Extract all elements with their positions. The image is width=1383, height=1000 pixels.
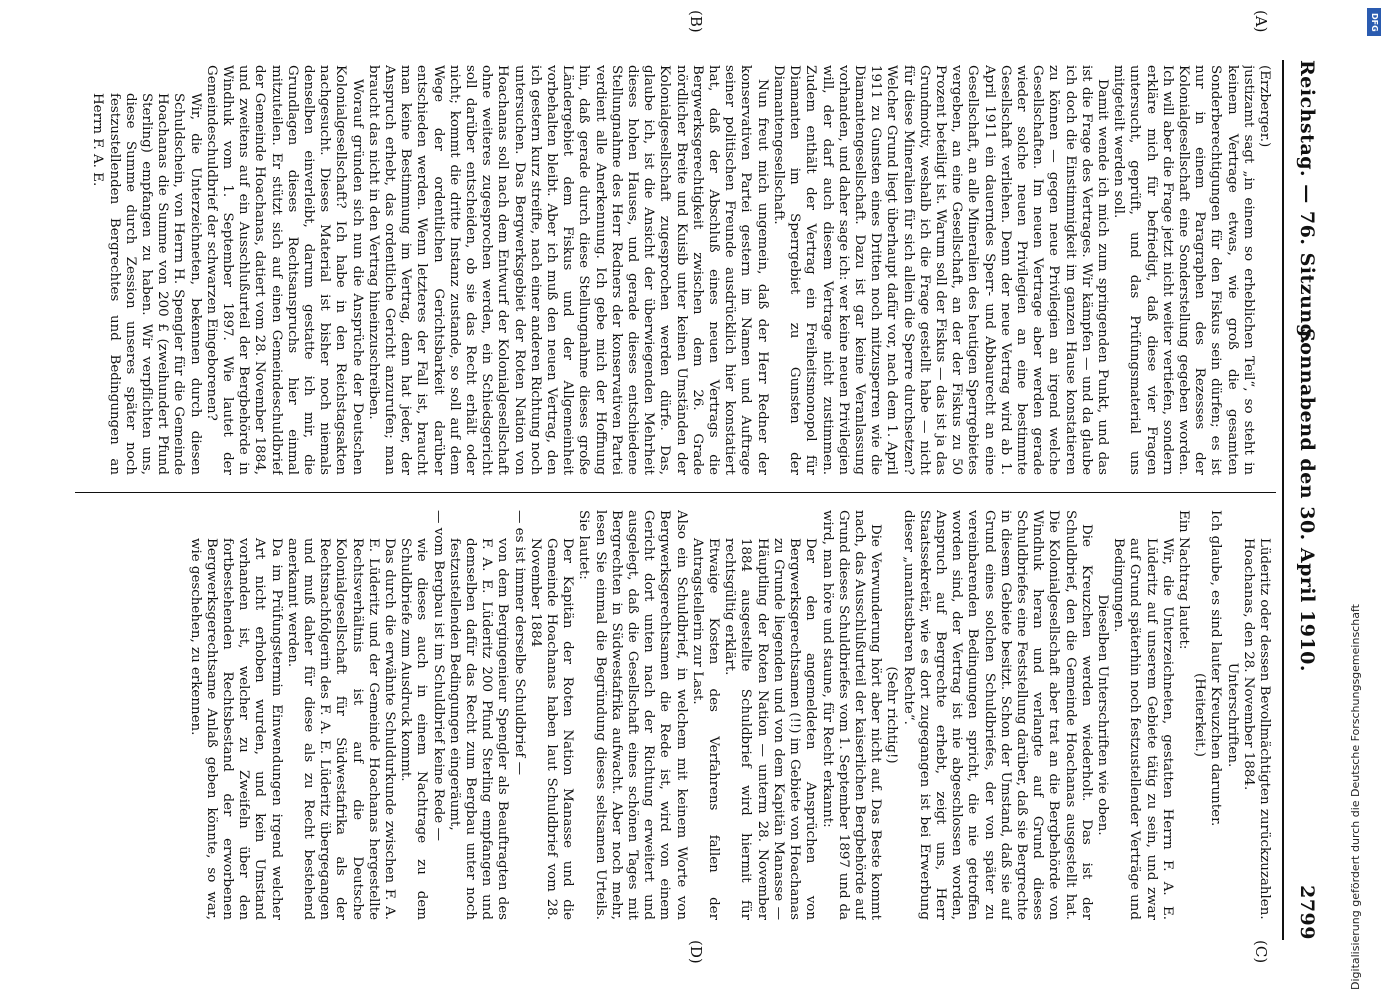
quoted-paragraph: Unterschriften. [1224,662,1240,768]
interjection: (Heiterkeit.) [1192,673,1208,757]
quoted-paragraph: wie dieses auch in einem Nachtrage zu dem Schuldbriefe zum Ausdruck kommt. [398,538,430,920]
margin-mark-c: (C) [1252,940,1270,964]
quoted-paragraph: Der Kapitän der Roten Nation Manasse und die Gemeinde Hoachanas haben laut Schuldbrief vom 28. November 1884 [527,538,576,920]
quoted-paragraph: Hoachanas, den 28. November 1884. [1240,538,1256,791]
quoted-paragraph: Wir, die Unterzeichneten, gestatten Herrn F. A. E. Lüderitz auf unserem Gebiete tätig zu sein, und zwar auf Grund späterhin noch festzustellender Verträge und Bedingungen. [1111,538,1175,920]
header-left: Reichstag. — 76. Sitzung. [1296,60,1318,345]
margin-mark-d: (D) [687,940,705,964]
quoted-paragraph: Etwaige Kosten des Verfahrens fallen der Antragstellerin zur Last. [689,538,722,920]
paragraph: Ich glaube, es sind lauter Kreuzchen darunter. [1208,510,1224,827]
paragraph: — vom Bergbau ist im Schuldbrief keine Rede — [430,510,446,841]
header-date: Sonnabend den 30. April 1910. [1296,328,1318,672]
paragraph: Worauf gründen sich nun die Ansprüche der Deutschen Kolonialgesellschaft? Ich habe in den Reichstagsakten nachgesucht. Dieses Material ist bisher noch niemals denselben einverleibt, darum gestatte ich mir, die Grundlagen dieses Rechtsanspruchs hier einmal mitzuteilen. Er stützt sich auf einen Gemeindeschuldbrief der Gemeinde Hoachanas, datiert vom 28. November 1884, und zweitens auf ein Ausschlußurteil der Bergbehörde in Windhuk vom 1. September 1897. Wie lautet der Gemeindeschuldbrief der schwarzen Eingeborenen? [203,65,365,475]
quoted-paragraph: Der den angemeldeten Ansprüchen von Bergwerksgerechtsamen (!!) im Gebiete von Hoachanas zu Grunde liegenden und von dem Kapitän Manasse — Häuptling der Roten Nation — unterm 28. November 1884 ausgestellte Schuldbrief wird hiermit für rechtsgültig erklärt. [722,538,819,920]
right-column [80,510,1272,920]
paragraph: Also ein Schuldbrief, in welchem mit keinem Worte von Bergwerksgerechtsamen die Rede ist, wird von einem Gericht dort unten nach der Richtung erweitert und ausgelegt, daß die Gesellschaft eines schönen Tages mit Bergrechten in Südwestafrika aufwacht. Aber noch mehr, lesen Sie einmal die Begründung dieses seltsamen Urteils. Sie lautet: [576,510,689,920]
column-divider [75,492,1276,493]
dfg-logo: DFG [1367,8,1381,36]
quoted-paragraph: von dem Bergingenieur Spengler als Beauftragten des F. A. E. Lüderitz 200 Pfund Sterling empfangen und demselben dafür das Recht zum Bergbau unter noch festzustellenden Bedingungen eingeräumt, [446,538,511,920]
quoted-paragraph: Da im Prüfungstermin Einwendungen irgend welcher Art nicht erhoben wurden, und kein Umstand vorhanden ist, welcher zu Zweifeln über den fortbestehenden Rechtsbestand der erworbenen Bergwerksgerechtsame Anlaß geben könnte, so war, wie geschehen, zu erkennen. [187,538,284,920]
page-number: 2799 [1296,885,1318,940]
document-page [50,0,1330,1000]
page-header [1282,60,1330,940]
paragraph: Damit wende ich mich zum springenden Punkt, und das ist die Frage des Vertrages. Wir kämpfen — und da glaube ich doch die Einstimmigkeit im ganzen Hause konstatieren zu können — gegen neue Privilegien an irgend welche Gesellschaften. Im neuen Vertrage aber werden gerade wieder solche neuen Privilegien an eine bestimmte Gesellschaft verliehen. Denn der neue Vertrag wird ab 1. April 1911 ein dauerndes Sperr- und Abbaurecht an eine Gesellschaft, an alle Mineralien des heutigen Sperrgebietes vergeben, an eine Gesellschaft, an der der Fiskus zu 50 Prozent beteiligt ist. Warum soll der Fiskus — das ist ja das Grundmotiv, weshalb ich die Frage gestellt habe — nicht für diese Mineralien für sich allein die Sperre durchsetzen? Welcher Grund liegt überhaupt dafür vor, nach dem 1. April 1911 zu Gunsten eines Dritten noch mitzusperren wie die Diamantengesellschaft. Dazu ist gar keine Veranlassung vorhanden, und daher sage ich: wer keine neuen Privilegien will, der darf auch diesem Vertrage nicht zustimmen. Zudem enthält der Vertrag ein Freiheitsmonopol für Diamanten im Sperrgebiet zu Gunsten der Diamantengesellschaft. [770,65,1110,475]
paragraph: Die Verwunderung hört aber nicht auf. Das Beste kommt nach, das Ausschlußurteil der kaiserlichen Bergbehörde auf Grund dieses Schuldbriefes vom 1. September 1897 und da wird, man höre und staune, für Recht erkannt: [819,510,884,920]
quoted-paragraph: Das durch die erwähnte Schuldurkunde zwischen F. A. E. Lüderitz und der Gemeinde Hoachanas hergestellte Rechtsverhältnis ist auf die Deutsche Kolonialgesellschaft für Südwestafrika als der Rechtsnachfolgerin des F. A. E. Lüderitz übergegangen und muß daher für diese als zu Recht bestehend anerkannt werden. [284,538,398,920]
quoted-paragraph: Dieselben Unterschriften wie oben. [1094,594,1110,836]
quoted-paragraph: Lüderitz oder dessen Bevollmächtigten zurückzuzahlen. [1257,538,1272,920]
left-column [80,65,1272,475]
paragraph: justizamt sagt „in einem so erheblichen Teil“, so steht in keinem Vertrage etwas, wie groß die gesamten Sonderberechtigungen für den Fiskus sein dürfen; es ist nur in einem Paragraphen des Rezesses der Kolonialgesellschaft eine Sonderstellung gegeben worden. Ich will aber die Frage jetzt nicht weiter vertiefen, sondern erkläre mich für befriedigt, daß diese vier Fragen untersucht, geprüft, und das Prüfungsmaterial uns mitgeteilt werden soll. [1111,65,1256,475]
quoted-paragraph: Wir, die Unterzeichneten, bekennen durch diesen Schuldschein, von Herrn H. Spengler für die Gemeinde Hoachanas die Summe von 200 £ (zweihundert Pfund Sterling) empfangen zu haben. Wir verpflichten uns, diese Summe durch Zession unseres später noch festzustellenden Bergrechtes und Bedingungen an Herrn F. A. E. [90,93,203,475]
interjection: (Sehr richtig!) [884,666,900,764]
paragraph: — es ist immer derselbe Schuldbrief — [511,510,527,776]
paragraph: Ein Nachtrag lautet: [1175,510,1191,650]
margin-mark-a: (A) [1252,10,1270,33]
digitization-note: Digitalisierung gefördert durch die Deutsche Forschungsgemeinschaft [1349,604,1362,990]
margin-mark-b: (B) [687,10,705,33]
paragraph: Die Kreuzchen werden wiederholt. Das ist der Schuldbrief, den die Gemeinde Hoachanas ausgestellt hat. Die Kolonialgesellschaft aber trat an die Bergbehörde von Windhuk heran und verlangte auf Grund dieses Schuldbriefes eine Feststellung darüber, daß sie Bergrechte in diesem Gebiete besitzt. Schon der Umstand, daß sie auf Grund eines solchen Schuldbriefes, der von später zu vereinbarenden Bedingungen spricht, die nie getroffen worden sind, der Vertrag ist nie abgeschlossen worden, Anspruch auf Bergrechte erhebt, zeigt uns, Herr Staatssekretär, wie es dort zugegangen ist bei Erwerbung dieser „unantastbaren Rechte“. [900,510,1094,920]
paragraph: Nun freut mich ungemein, daß der Herr Redner der konservativen Partei gestern im Namen und Auftrage seiner politischen Freunde ausdrücklich hier konstatiert hat, daß der Abschluß eines neuen Vertrags die Bergwerksgerechtigkeit zwischen dem 26. Grade nördlicher Breite und Kuisib unter keinen Umständen der Kolonialgesellschaft zugesprochen werden dürfe. Das, glaube ich, ist die Ansicht der überwiegenden Mehrheit dieses hohen Hauses, und gerade dieses entschiedene Stellungnahme des Herr Redners der konservativen Partei verdient alle Anerkennung. Ich gebe mich der Hoffnung hin, daß gerade durch diese Stellungnahme dieses große Ländergebiet dem Fiskus und der Allgemeinheit vorbehalten bleibt. Aber ich muß den neuen Vertrag, den ich gestern kurz streifte, nach einer anderen Richtung noch untersuchen. Das Bergwerksgebiet der Roten Nation von Hoachanas soll nach dem Entwurf der Kolonialgesellschaft ohne weiteres zugesprochen werden, ein Schiedsgericht soll darüber entscheiden, ob sie das Recht erhält oder nicht; kommt die dritte Instanz zustande, so soll auf dem Wege der ordentlichen Gerichtsbarkeit darüber entschieden werden. Wenn letzteres der Fall ist, braucht man keine Bestimmung im Vertrag, denn hat jeder, der Anspruch erhebt, das ordentliche Gericht anzurufen; man braucht das nicht in den Vertrag hineinzuschreiben. [365,65,770,475]
speaker-name: (Erzberger.) [1257,65,1272,148]
